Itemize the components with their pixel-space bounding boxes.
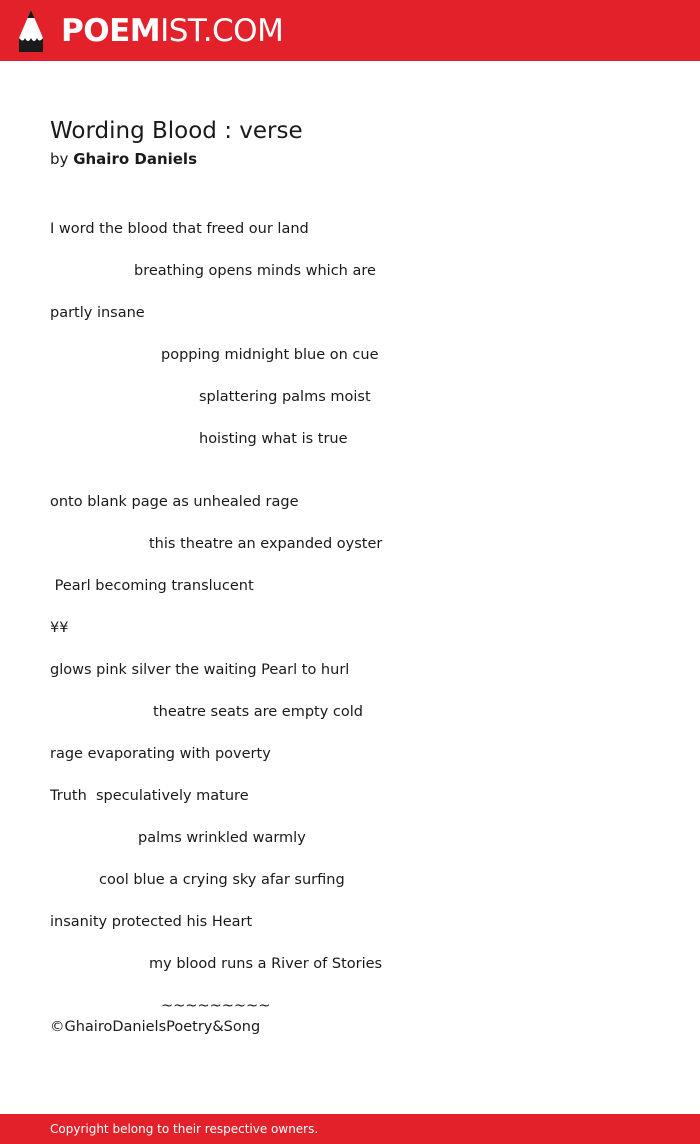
poem-line: glows pink silver the waiting Pearl to hurl <box>50 662 350 678</box>
poem-line: hoisting what is true <box>199 431 348 447</box>
byline <box>50 148 197 170</box>
poem-line: popping midnight blue on cue <box>161 347 379 363</box>
by-label: by <box>50 150 69 168</box>
poem-line: my blood runs a River of Stories <box>149 956 383 972</box>
poem-line: palms wrinkled warmly <box>138 830 306 846</box>
poem-line: partly insane <box>50 305 145 321</box>
copyright-signature: ©GhairoDanielsPoetry&Song <box>50 1019 261 1035</box>
poem-line: insanity protected his Heart <box>50 914 253 930</box>
poem-line: rage evaporating with poverty <box>50 746 271 762</box>
poem-line: ¥¥ <box>50 620 69 636</box>
site-footer <box>0 1114 700 1144</box>
pencil-tip-icon[interactable] <box>17 10 45 52</box>
logo-text-light: IST.COM <box>160 13 284 49</box>
poem-line: Pearl becoming translucent <box>50 578 254 594</box>
poem-line: ~~~~~~~~~ <box>161 998 271 1014</box>
poem-line: splattering palms moist <box>199 389 371 405</box>
poem-line: I word the blood that freed our land <box>50 221 309 237</box>
poem-line: onto blank page as unhealed rage <box>50 494 299 510</box>
author-name[interactable]: Ghairo Daniels <box>73 150 198 168</box>
poem-title: Wording Blood : verse <box>50 118 303 144</box>
logo-text-bold: POEM <box>61 13 161 49</box>
poem-line: breathing opens minds which are <box>134 263 376 279</box>
site-logo[interactable] <box>61 11 283 51</box>
footer-copyright: Copyright belong to their respective owners. <box>50 1122 319 1136</box>
poem-line: Truth speculatively mature <box>50 788 249 804</box>
site-header <box>0 0 700 61</box>
poem-line: cool blue a crying sky afar surfing <box>99 872 345 888</box>
poem-line: theatre seats are empty cold <box>153 704 364 720</box>
poem-line: this theatre an expanded oyster <box>149 536 383 552</box>
